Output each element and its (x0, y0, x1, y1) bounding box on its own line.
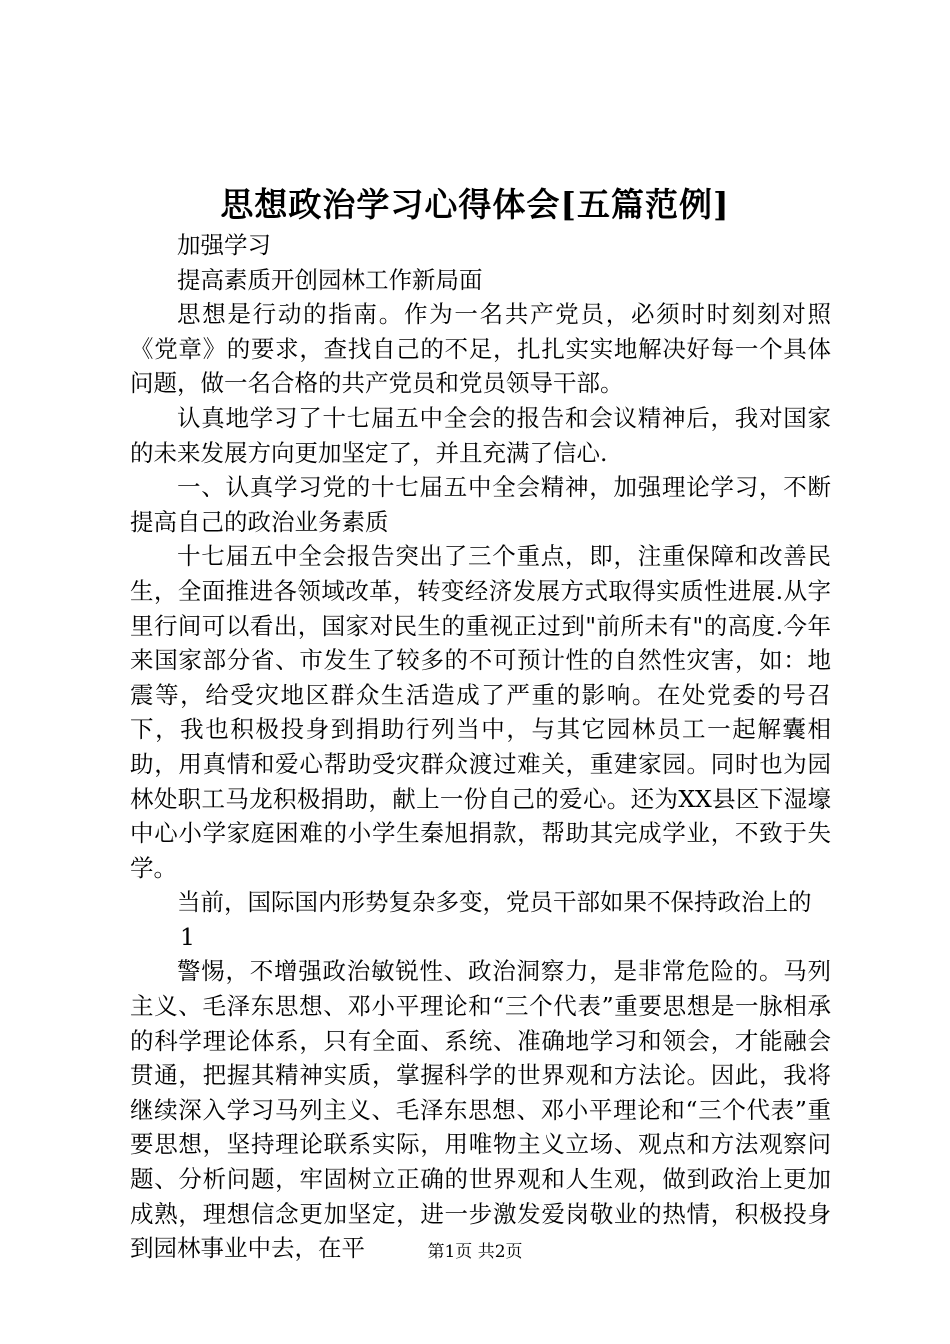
paragraph-section-heading: 一、认真学习党的十七届五中全会精神，加强理论学习，不断提高自己的政治业务素质 (130, 473, 831, 536)
inline-page-marker: 1 (180, 922, 195, 951)
document-title: 思想政治学习心得体会[五篇范例] (220, 185, 730, 224)
paragraph: 当前，国际国内形势复杂多变，党员干部如果不保持政治上的 (177, 888, 812, 917)
paragraph-heading-2: 提高素质开创园林工作新局面 (177, 265, 483, 294)
paragraph: 十七届五中全会报告突出了三个重点，即，注重保障和改善民生，全面推进各领域改革，转变经济发展方式取得实质性进展.从字里行间可以看出，国家对民生的重视正过到"前所未有"的高度.今年来国家部分省、市发生了较多的不可预计性的自然性灾害，如：地震等，给受灾地区群众生活造成了严重的影响。在处党委的号召下，我也积极投身到捐助行列当中，与其它园林员工一起解囊相助，用真情和爱心帮助受灾群众渡过难关，重建家园。同时也为园林处职工马龙积极捐助，献上一份自己的爱心。还为XX县区下湿壕中心小学家庭困难的小学生秦旭捐款，帮助其完成学业，不致于失学。 (130, 542, 831, 882)
paragraph: 认真地学习了十七届五中全会的报告和会议精神后，我对国家的未来发展方向更加坚定了，并且充满了信心. (130, 403, 831, 467)
page-footer: 第1页 共2页 (427, 1242, 523, 1262)
paragraph-heading-1: 加强学习 (177, 231, 271, 259)
paragraph: 思想是行动的指南。作为一名共产党员，必须时时刻刻对照《党章》的要求，查找自己的不足，扎扎实实地解决好每一个具体问题，做一名合格的共产党员和党员领导干部。 (130, 300, 831, 398)
paragraph: 警惕，不增强政治敏锐性、政治洞察力，是非常危险的。马列主义、毛泽东思想、邓小平理论和“三个代表”重要思想是一脉相承的科学理论体系，只有全面、系统、准确地学习和领会，才能融会贯通，把握其精神实质，掌握科学的世界观和方法论。因此，我将继续深入学习马列主义、毛泽东思想、邓小平理论和“三个代表”重要思想，坚持理论联系实际，用唯物主义立场、观点和方法观察问题、分析问题，牢固树立正确的世界观和人生观，做到政治上更加成熟，理想信念更加坚定，进一步激发爱岗敬业的热情，积极投身到园林事业中去，在平 (130, 957, 831, 1263)
document-body (130, 228, 831, 1266)
